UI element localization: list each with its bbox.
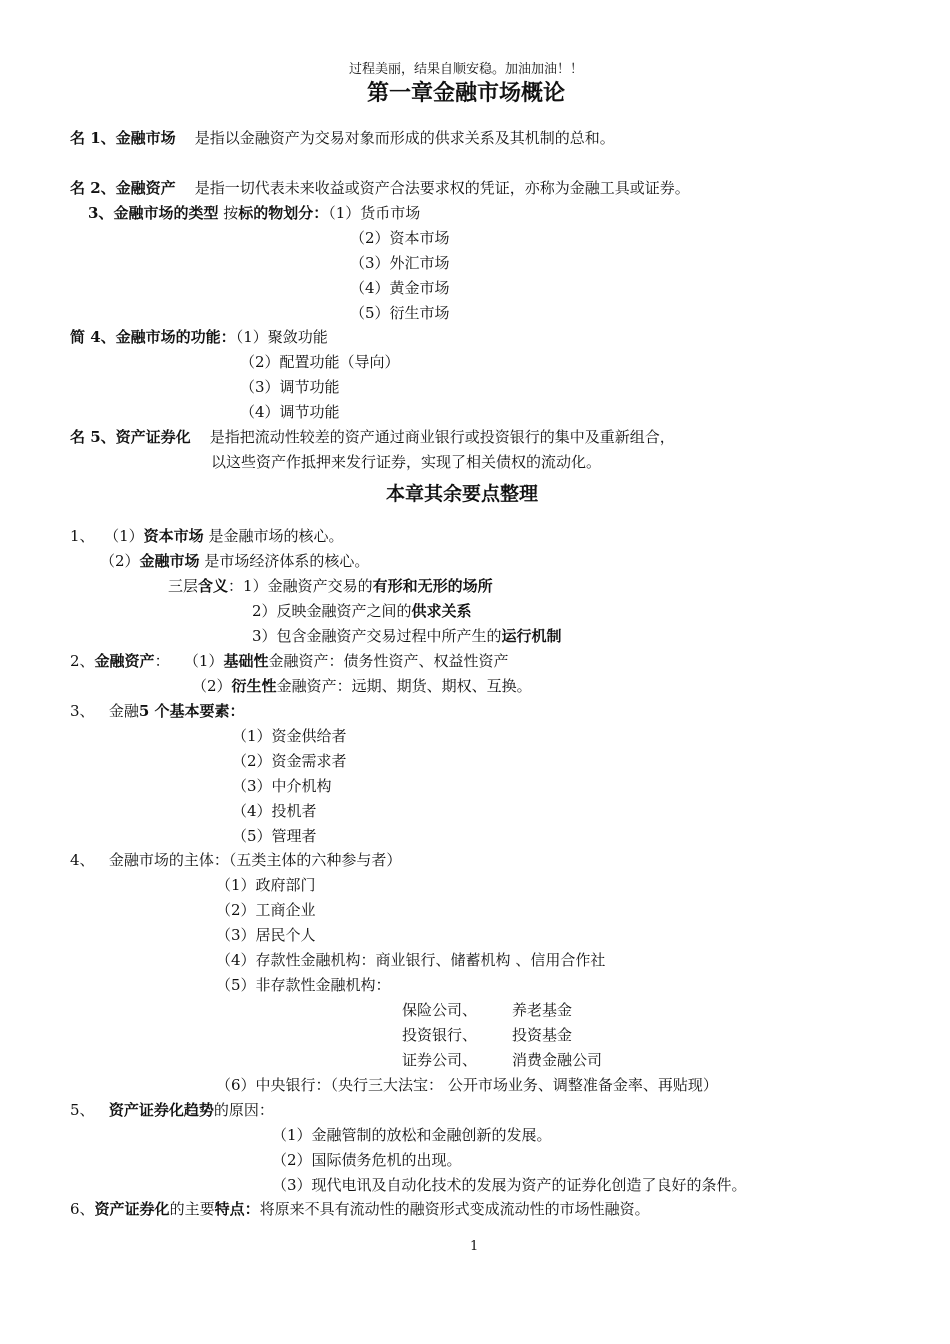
list-item: （2）国际债务危机的出现。 (272, 1151, 462, 1169)
def-5: 名 5、资产证券化 是指把流动性较差的资产通过商业银行或投资银行的集中及重新组合， (70, 428, 675, 446)
list-item: （1）资金供给者 (232, 727, 347, 745)
page-number: 1 (470, 1239, 479, 1254)
list-item: （6）中央银行：（央行三大法宝： 公开市场业务、调整准备金率、再贴现） (216, 1076, 718, 1094)
list-item: （3）居民个人 (216, 926, 316, 944)
def-3: 3、金融市场的类型 按标的物划分：（1）货币市场 (88, 204, 421, 222)
def-4: 简 4、金融市场的功能：（1）聚敛功能 (70, 328, 328, 346)
point-4: 4、 金融市场的主体：（五类主体的六种参与者） (70, 851, 402, 869)
list-item: （3）调节功能 (240, 378, 340, 396)
point-5: 5、 资产证券化趋势的原因： (70, 1101, 274, 1119)
list-item: （2）资本市场 (350, 229, 450, 247)
header-motto: 过程美丽，结果自顺安稳。加油加油！！ (349, 62, 584, 77)
point-3: 3、 金融5 个基本要素： (70, 702, 245, 720)
def-5-cont: 以这些资产作抵押来发行证券，实现了相关债权的流动化。 (211, 453, 602, 471)
list-item: （4）调节功能 (240, 403, 340, 421)
list-item: （2）工商企业 (216, 901, 316, 919)
point-1-c: 三层含义：1）金融资产交易的有形和无形的场所 (168, 577, 493, 595)
def-1: 名 1、金融市场 是指以金融资产为交易对象而形成的供求关系及其机制的总和。 (70, 129, 615, 147)
point-1: 1、 （1）资本市场 是金融市场的核心。 (70, 527, 344, 545)
list-item: （5）衍生市场 (350, 304, 450, 322)
point-1-c3: 3）包含金融资产交易过程中所产生的运行机制 (252, 627, 562, 645)
point-1-c2: 2）反映金融资产之间的供求关系 (252, 602, 472, 620)
institution-row: 保险公司、 养老基金 (402, 1001, 573, 1019)
list-item: （2）配置功能（导向） (240, 353, 400, 371)
list-item: （3）中介机构 (232, 777, 332, 795)
point-1-b: （2）金融市场 是市场经济体系的核心。 (100, 552, 370, 570)
point-2: 2、金融资产： （1）基础性金融资产：债务性资产、权益性资产 (70, 652, 509, 670)
institution-row: 证券公司、 消费金融公司 (402, 1051, 603, 1069)
list-item: （4）投机者 (232, 802, 317, 820)
list-item: （4）存款性金融机构：商业银行、储蓄机构 、信用合作社 (216, 951, 606, 969)
point-2-b: （2）衍生性金融资产：远期、期货、期权、互换。 (192, 677, 532, 695)
list-item: （5）管理者 (232, 827, 317, 845)
institution-row: 投资银行、 投资基金 (402, 1026, 573, 1044)
list-item: （1）政府部门 (216, 876, 316, 894)
chapter-title: 第一章金融市场概论 (367, 81, 566, 106)
list-item: （4）黄金市场 (350, 279, 450, 297)
list-item: （1）金融管制的放松和金融创新的发展。 (272, 1126, 552, 1144)
list-item: （5）非存款性金融机构： (216, 976, 391, 994)
list-item: （3）外汇市场 (350, 254, 450, 272)
list-item: （3）现代电讯及自动化技术的发展为资产的证券化创造了良好的条件。 (272, 1176, 747, 1194)
point-6: 6、资产证券化的主要特点：将原来不具有流动性的融资形式变成流动性的市场性融资。 (70, 1200, 650, 1218)
section-title: 本章其余要点整理 (386, 483, 539, 505)
def-2: 名 2、金融资产 是指一切代表未来收益或资产合法要求权的凭证，亦称为金融工具或证券。 (70, 179, 690, 197)
list-item: （2）资金需求者 (232, 752, 347, 770)
